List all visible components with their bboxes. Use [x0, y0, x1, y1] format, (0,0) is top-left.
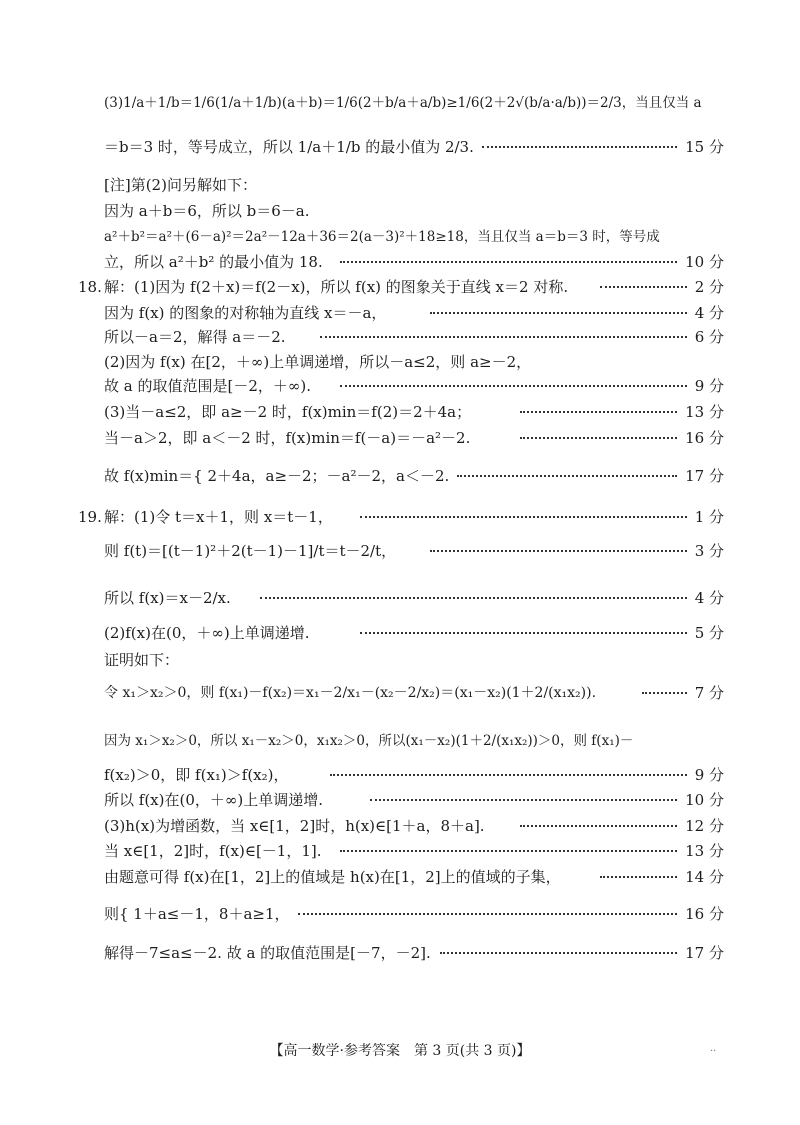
line-text: 当 x∈[1，2]时，f(x)∈[－1，1]. — [104, 842, 322, 860]
line-text: 因为 a＋b＝6，所以 b＝6－a. — [104, 202, 310, 220]
score-label: 4 分 — [694, 589, 724, 607]
line-text: 当－a＞2，即 a＜－2 时，f(x)min＝f(－a)＝－a²－2. — [104, 429, 471, 447]
score-label: 16 分 — [685, 905, 724, 923]
dot-leader — [600, 876, 677, 878]
solution-line — [0, 726, 800, 756]
score-label: 7 分 — [694, 684, 724, 702]
score-label: 14 分 — [685, 868, 724, 886]
dot-leader — [330, 774, 687, 776]
score-label: 13 分 — [685, 842, 724, 860]
dot-leader — [520, 825, 677, 827]
score-label: 3 分 — [694, 542, 724, 560]
solution-line — [0, 678, 800, 708]
dot-leader — [340, 385, 687, 387]
dot-leader — [482, 146, 677, 148]
score-label: 17 分 — [685, 467, 724, 485]
score-label: 12 分 — [685, 817, 724, 835]
line-text: 则 f(t)＝[(t－1)²＋2(t－1)－1]/t＝t－2/t， — [104, 542, 397, 560]
solution-line — [0, 645, 800, 675]
dot-leader — [430, 312, 687, 314]
solution-line — [0, 862, 800, 892]
line-text: 令 x₁＞x₂＞0，则 f(x₁)－f(x₂)＝x₁－2/x₁－(x₂－2/x₂)＝(x₁－x₂)(1＋2/(x₁x₂)). — [104, 685, 597, 701]
line-text: 解：(1)因为 f(2＋x)＝f(2－x)，所以 f(x) 的图象关于直线 x＝2 对称. — [104, 278, 569, 296]
line-text: f(x₂)＞0，即 f(x₁)＞f(x₂)， — [104, 766, 289, 784]
dot-leader — [440, 952, 677, 954]
dot-leader — [370, 799, 677, 801]
line-text: 由题意可得 f(x)在[1，2]上的值域是 h(x)在[1，2]上的值域的子集， — [104, 868, 561, 886]
line-text: 故 f(x)min＝{ 2＋4a，a≥－2；－a²－2，a＜－2. — [104, 467, 450, 485]
line-text: (3)1/a＋1/b＝1/6(1/a＋1/b)(a＋b)＝1/6(2＋b/a＋a/b)≥1/6(2＋2√(b/a·a/b))＝2/3，当且仅当 a — [104, 95, 702, 111]
dot-leader — [340, 261, 677, 263]
score-label: 9 分 — [694, 766, 724, 784]
dot-leader — [520, 411, 677, 413]
score-label: 9 分 — [694, 377, 724, 395]
score-label: 13 分 — [685, 403, 724, 421]
line-text: 所以 f(x)＝x－2/x. — [104, 589, 231, 607]
line-text: 证明如下： — [104, 651, 180, 669]
corner-mark: ·· — [710, 1046, 717, 1057]
line-text: (3)当－a≤2，即 a≥－2 时，f(x)min＝f(2)＝2＋4a； — [104, 403, 472, 421]
solution-line — [0, 502, 800, 532]
solution-line — [0, 938, 800, 968]
score-label: 4 分 — [694, 304, 724, 322]
problem-number: 18. — [78, 278, 102, 296]
score-label: 6 分 — [694, 328, 724, 346]
solution-line — [0, 132, 800, 162]
dot-leader — [430, 550, 687, 552]
solution-line — [0, 461, 800, 491]
line-text: 故 a 的取值范围是[－2，＋∞). — [104, 377, 311, 395]
solution-line — [0, 583, 800, 613]
score-label: 5 分 — [694, 624, 724, 642]
solution-line — [0, 536, 800, 566]
solution-line — [0, 423, 800, 453]
score-label: 17 分 — [685, 944, 724, 962]
dot-leader — [520, 437, 677, 439]
dot-leader — [642, 692, 687, 694]
dot-leader — [320, 336, 687, 338]
dot-leader — [360, 516, 687, 518]
solution-line — [0, 88, 800, 118]
line-text: 因为 x₁＞x₂＞0，所以 x₁－x₂＞0，x₁x₂＞0，所以(x₁－x₂)(1＋2/(x₁x₂))＞0，则 f(x₁)－ — [104, 733, 634, 749]
line-text: (3)h(x)为增函数，当 x∈[1，2]时，h(x)∈[1＋a，8＋a]. — [104, 817, 485, 835]
score-label: 2 分 — [694, 278, 724, 296]
score-label: 10 分 — [685, 253, 724, 271]
dot-leader — [600, 286, 687, 288]
dot-leader — [360, 632, 687, 634]
line-text: (2)因为 f(x) 在[2，＋∞)上单调递增，所以－a≤2，则 a≥－2， — [104, 353, 532, 371]
dot-leader — [260, 597, 687, 599]
line-text: 解：(1)令 t＝x＋1，则 x＝t－1， — [104, 508, 333, 526]
line-text: ＝b＝3 时，等号成立，所以 1/a＋1/b 的最小值为 2/3. — [104, 138, 474, 156]
problem-number: 19. — [78, 508, 102, 526]
score-label: 15 分 — [685, 138, 724, 156]
line-text: 则{ 1＋a≤－1，8＋a≥1， — [104, 905, 290, 923]
line-text: 解得－7≤a≤－2. 故 a 的取值范围是[－7，－2]. — [104, 944, 431, 962]
solution-line — [0, 899, 800, 929]
note-heading: [注]第(2)问另解如下： — [104, 176, 257, 194]
line-text: (2)f(x)在(0，＋∞)上单调递增. — [104, 624, 310, 642]
score-label: 10 分 — [685, 791, 724, 809]
solution-line — [0, 618, 800, 648]
dot-leader — [340, 850, 677, 852]
line-text: 所以－a＝2，解得 a＝－2. — [104, 328, 286, 346]
dot-leader — [298, 913, 677, 915]
score-label: 1 分 — [694, 508, 724, 526]
line-text: 因为 f(x) 的图象的对称轴为直线 x＝－a， — [104, 304, 387, 322]
score-label: 16 分 — [685, 429, 724, 447]
page-footer: 【高一数学·参考答案 第 3 页(共 3 页)】 — [269, 1043, 531, 1059]
line-text: 立，所以 a²＋b² 的最小值为 18. — [104, 253, 323, 271]
dot-leader — [457, 475, 677, 477]
line-text: a²＋b²＝a²＋(6－a)²＝2a²－12a＋36＝2(a－3)²＋18≥18，当且仅当 a＝b＝3 时，等号成 — [104, 229, 660, 245]
line-text: 所以 f(x)在(0，＋∞)上单调递增. — [104, 791, 323, 809]
